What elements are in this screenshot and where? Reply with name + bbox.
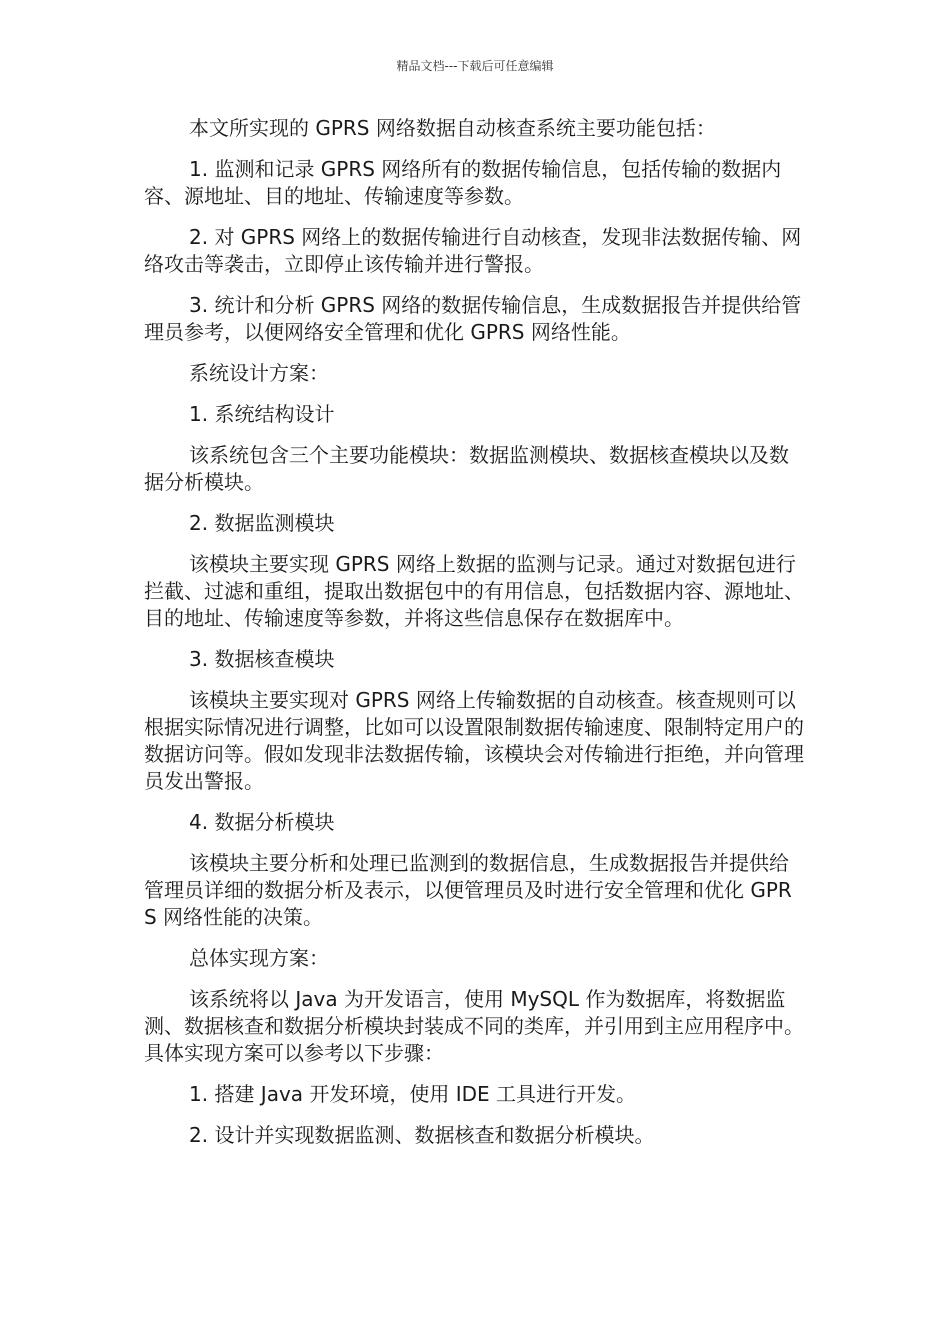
feature-item-1: 1. 监测和记录 GPRS 网络所有的数据传输信息，包括传输的数据内容、源地址、目的地址、传输速度等参数。 xyxy=(144,157,782,208)
subheading-monitoring: 2. 数据监测模块 xyxy=(189,511,335,535)
paragraph-checking: 该模块主要实现对 GPRS 网络上传输数据的自动核查。核查规则可以根据实际情况进行调整，比如可以设置限制数据传输速度、限制特定用户的数据访问等。假如发现非法数据传输，该模块会对传输进行拒绝，并向管理员发出警报。 xyxy=(144,688,804,793)
feature-item-3: 3. 统计和分析 GPRS 网络的数据传输信息，生成数据报告并提供给管理员参考，以便网络安全管理和优化 GPRS 网络性能。 xyxy=(144,293,802,344)
section-heading-implementation: 总体实现方案： xyxy=(189,946,329,970)
intro-paragraph: 本文所实现的 GPRS 网络数据自动核查系统主要功能包括： xyxy=(189,116,716,140)
paragraph-analysis: 该模块主要分析和处理已监测到的数据信息，生成数据报告并提供给管理员详细的数据分析及表示，以便管理员及时进行安全管理和优化 GPRS 网络性能的决策。 xyxy=(144,851,792,929)
subheading-structure: 1. 系统结构设计 xyxy=(189,402,335,426)
step-item-1: 1. 搭建 Java 开发环境，使用 IDE 工具进行开发。 xyxy=(189,1082,637,1106)
page-header: 精品文档---下载后可任意编辑 xyxy=(396,59,554,73)
section-heading-design: 系统设计方案： xyxy=(189,361,329,385)
paragraph-implementation: 该系统将以 Java 为开发语言，使用 MySQL 作为数据库，将数据监测、数据核查和数据分析模块封装成不同的类库，并引用到主应用程序中。具体实现方案可以参考以下步骤： xyxy=(144,987,804,1065)
paragraph-structure: 该系统包含三个主要功能模块：数据监测模块、数据核查模块以及数据分析模块。 xyxy=(144,443,789,494)
step-item-2: 2. 设计并实现数据监测、数据核查和数据分析模块。 xyxy=(189,1123,655,1147)
subheading-analysis: 4. 数据分析模块 xyxy=(189,810,335,834)
document-body xyxy=(144,115,804,1163)
feature-item-2: 2. 对 GPRS 网络上的数据传输进行自动核查，发现非法数据传输、网络攻击等袭击，立即停止该传输并进行警报。 xyxy=(144,225,802,276)
paragraph-monitoring: 该模块主要实现 GPRS 网络上数据的监测与记录。通过对数据包进行拦截、过滤和重组，提取出数据包中的有用信息，包括数据内容、源地址、目的地址、传输速度等参数，并将这些信息保存在数据库中。 xyxy=(144,552,804,630)
subheading-checking: 3. 数据核查模块 xyxy=(189,647,335,671)
